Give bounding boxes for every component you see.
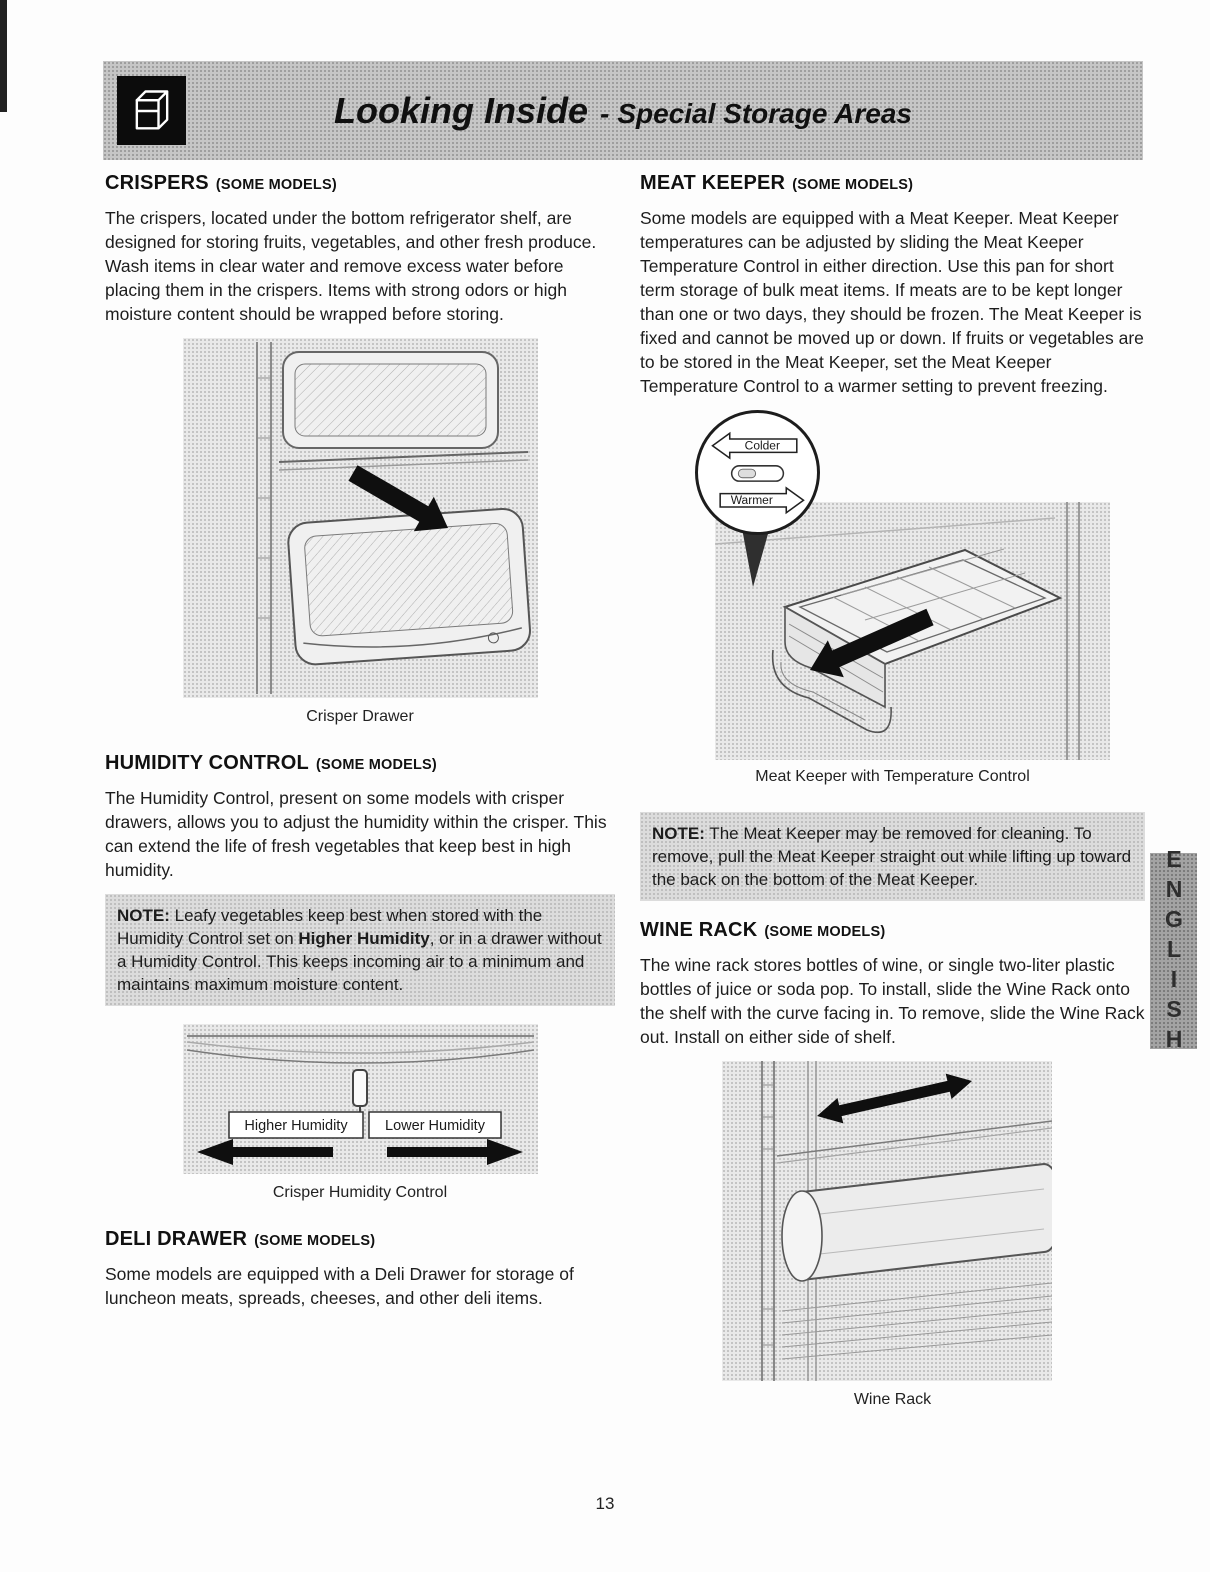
meat-keeper-body: Some models are equipped with a Meat Keeper. Meat Keeper temperatures can be adjusted by sliding the Meat Keeper Temperature Control in either direction. Use this pan for short term storage of bulk meat items. If meats are to be kept longer than one or two days, they should be frozen. The Meat Keeper is fixed and cannot be moved up or down. If fruits or vegetables are to be stored in the Meat Keeper, set the Meat Keeper Temperature Control to a warmer setting to prevent freezing. [640,208,1144,396]
wine-rack-heading-text: WINE RACK [640,919,758,941]
wine-rack-illustration [722,1061,1052,1381]
temperature-control-callout [695,410,820,535]
refrigerator-icon-glyph [126,85,178,137]
language-tab [1150,846,1197,1056]
humidity-heading-text: HUMIDITY CONTROL [105,752,309,774]
scan-artifact [0,0,7,112]
page-title [334,90,912,132]
meat-keeper-figure [640,410,1145,760]
wine-rack-caption: Wine Rack [853,1391,932,1408]
higher-humidity-arrow [197,1139,333,1165]
meat-keeper-heading-suffix: (SOME MODELS) [792,177,914,193]
crisper-drawer-figure [183,338,538,698]
temperature-control-detail [701,416,815,530]
meat-keeper-heading [640,172,1145,195]
lower-humidity-label: Lower Humidity [385,1118,485,1134]
language-tab-label: ENGLISH [1161,846,1187,1056]
wine-rack-heading-suffix: (SOME MODELS) [764,924,886,940]
meat-keeper-caption: Meat Keeper with Temperature Control [755,768,1030,785]
meat-keeper-illustration-panel [715,502,1110,760]
deli-heading-suffix: (SOME MODELS) [254,1233,376,1249]
crispers-heading-suffix: (SOME MODELS) [215,177,337,193]
page-header [103,61,1143,160]
humidity-control-caption: Crisper Humidity Control [272,1184,448,1201]
crispers-heading [105,172,615,195]
humidity-note-text-post: , or in a drawer without a Humidity Control. This keeps incoming air to a minimum and maintains maximum moisture content. [117,929,602,994]
humidity-control-figure [183,1024,538,1174]
page-title-main: Looking Inside [334,89,589,131]
page-title-separator: - [600,97,610,129]
crispers-heading-text: CRISPERS [105,172,209,194]
meat-keeper-note [640,812,1145,901]
refrigerator-icon [117,76,186,145]
right-column [640,172,1145,1435]
humidity-note-label: NOTE: [117,906,170,925]
wine-rack-figure [722,1061,1052,1381]
warmer-label: Warmer [730,492,773,507]
humidity-body: The Humidity Control, present on some models with crisper drawers, allows you to adjust the humidity within the crisper. This can extend the life of fresh vegetables that keep best in high humidity. [105,788,607,880]
higher-humidity-label: Higher Humidity [244,1118,348,1134]
colder-label: Colder [744,438,780,453]
wine-rack-heading [640,919,1145,942]
meat-keeper-note-text: The Meat Keeper may be removed for cleaning. To remove, pull the Meat Keeper straight out while lifting up toward the back on the bottom of the Meat Keeper. [652,824,1132,889]
humidity-note [105,894,615,1006]
meat-keeper-illustration [715,502,1110,760]
humidity-note-bold: Higher Humidity [298,929,430,948]
wine-rack-body: The wine rack stores bottles of wine, or single two-liter plastic bottles of juice or soda pop. To install, slide the Wine Rack onto the shelf with the curve facing in. To remove, slide the Wine Rack out. Install on either side of shelf. [640,955,1145,1047]
humidity-heading [105,752,615,775]
humidity-heading-suffix: (SOME MODELS) [315,757,437,773]
crisper-drawer-illustration [183,338,538,698]
crisper-drawer-caption: Crisper Drawer [306,708,414,725]
crispers-body: The crispers, located under the bottom refrigerator shelf, are designed for storing fruits, vegetables, and other fresh produce. Wash items in clear water and remove excess water before placing them in the crispers. Items with strong odors or high moisture content should be wrapped before storing. [105,208,597,324]
deli-heading [105,1228,615,1251]
deli-body: Some models are equipped with a Deli Drawer for storage of luncheon meats, spreads, cheeses, and other deli items. [105,1264,574,1308]
page-title-subtitle: Special Storage Areas [617,97,912,129]
meat-keeper-heading-text: MEAT KEEPER [640,172,786,194]
deli-heading-text: DELI DRAWER [105,1228,248,1250]
left-column [105,172,615,1322]
lower-humidity-arrow [387,1139,523,1165]
meat-keeper-note-label: NOTE: [652,824,705,843]
humidity-note-text-pre: Leafy vegetables keep best when stored with the Humidity Control set on [117,906,543,948]
humidity-control-illustration [183,1024,538,1174]
slide-direction-arrow [817,1074,972,1124]
page-number: 13 [595,1494,615,1513]
